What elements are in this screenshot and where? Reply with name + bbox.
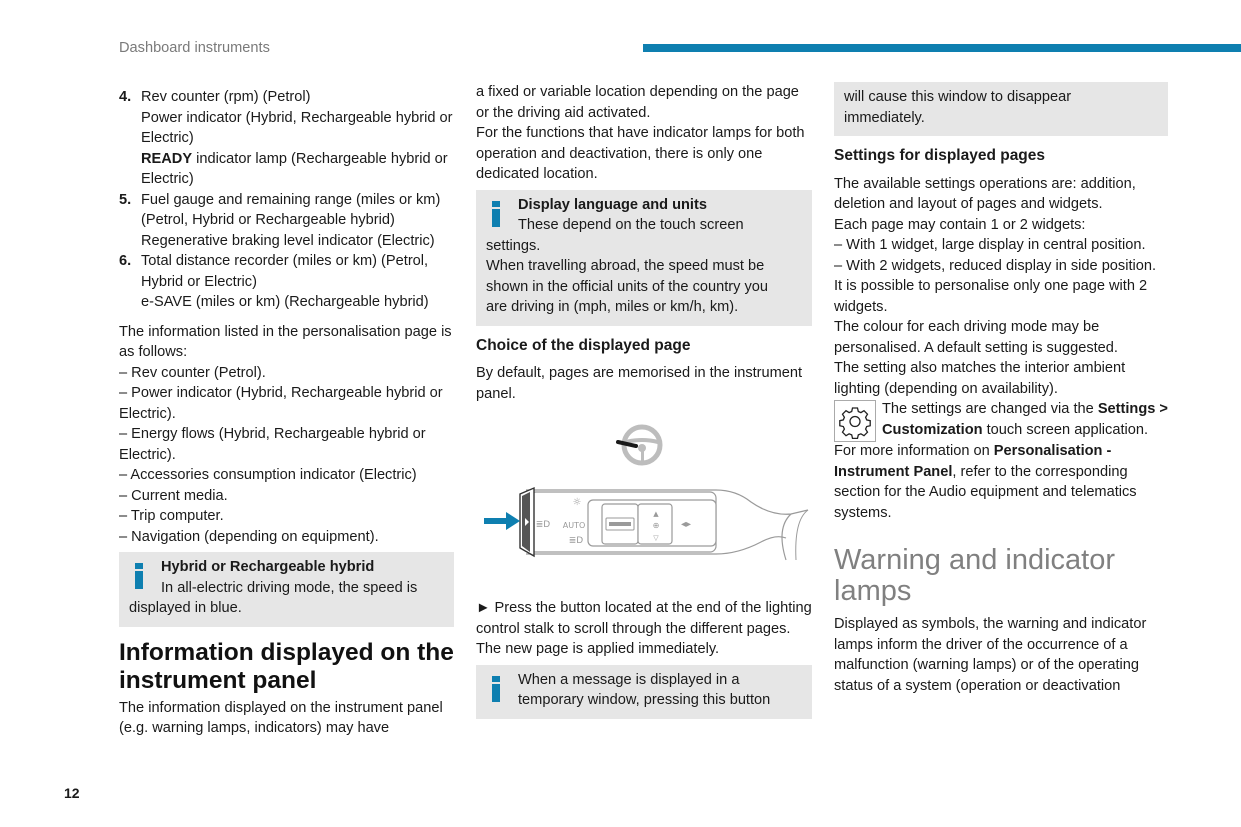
info-icon	[489, 676, 503, 702]
ready-label: READY	[141, 150, 193, 167]
list-number: 6.	[119, 253, 132, 269]
body-text: It is possible to personalise only one page with 2 widgets.	[834, 278, 1148, 315]
svg-text:▲: ▲	[653, 510, 659, 518]
dash-item: – Current media.	[119, 487, 228, 504]
info-box-message	[476, 665, 812, 719]
stalk-end-button	[520, 488, 534, 556]
svg-text:≣D: ≣D	[568, 536, 584, 546]
lighting-stalk-diagram	[476, 410, 812, 598]
text-part: The settings are changed via the	[882, 401, 1098, 417]
text-part: For more information on	[834, 443, 994, 459]
section-title: Dashboard instruments	[119, 40, 270, 56]
info-box-hybrid	[119, 552, 454, 627]
numbered-list	[119, 87, 454, 313]
list-item	[119, 190, 454, 252]
auto-label: AUTO	[562, 521, 586, 530]
info-box-text: These depend on the touch screen settings.	[486, 217, 744, 254]
list-line	[141, 149, 454, 190]
section-heading-warning-lamps: Warning and indicator lamps	[834, 544, 1116, 607]
dash-item: – Navigation (depending on equipment).	[119, 528, 379, 545]
body-text: For the functions that have indicator lamps for both operation and deactivation, there is only one dedicated location.	[476, 125, 805, 182]
stalk-illustration	[476, 410, 812, 598]
list-line: Power indicator (Hybrid, Rechargeable hybrid or Electric)	[141, 109, 453, 146]
body-text: The available settings operations are: addition, deletion and layout of pages and widgets.	[834, 175, 1136, 212]
info-box-title: Hybrid or Rechargeable hybrid	[161, 559, 375, 575]
body-text: Each page may contain 1 or 2 widgets:	[834, 216, 1086, 233]
list-item	[119, 251, 454, 313]
list-line: e-SAVE (miles or km) (Rechargeable hybrid)	[141, 294, 429, 310]
body-text: The setting also matches the interior ambient lighting (depending on availability).	[834, 360, 1126, 397]
list-line: Rev counter (rpm) (Petrol)	[141, 89, 311, 105]
dash-item: – With 1 widget, large display in central position.	[834, 237, 1146, 253]
info-box-text: will cause this window to disappear immediately.	[844, 89, 1072, 126]
body-text	[834, 399, 1168, 440]
list-line: Total distance recorder (miles or km) (Petrol, Hybrid or Electric)	[141, 253, 429, 290]
svg-text:☼: ☼	[572, 497, 582, 508]
list-line: Regenerative braking level indicator (Electric)	[141, 232, 435, 249]
body-text: a fixed or variable location depending on the page or the driving aid activated.	[476, 84, 799, 121]
dash-item: – Power indicator (Hybrid, Rechargeable hybrid or Electric).	[119, 385, 443, 422]
page-number: 12	[64, 785, 80, 801]
body-text: The new page is applied immediately.	[476, 641, 720, 657]
dash-item: – Rev counter (Petrol).	[119, 364, 266, 381]
svg-text:▽: ▽	[653, 534, 659, 542]
stalk-body	[526, 490, 808, 560]
arrow-right-icon	[484, 512, 520, 530]
info-box-language	[476, 190, 812, 326]
subsection-heading: Choice of the displayed page	[476, 336, 691, 354]
svg-text:◂▸: ◂▸	[680, 519, 692, 530]
personalisation-reference: Personalisation - Instrument Panel	[834, 443, 1112, 480]
body-text: The colour for each driving mode may be personalised. A default setting is suggested.	[834, 319, 1118, 356]
dash-item: – With 2 widgets, reduced display in side position.	[834, 257, 1157, 274]
column-1	[119, 82, 454, 739]
info-box-title: Display language and units	[518, 196, 707, 213]
info-box-text: In all-electric driving mode, the speed is displayed in blue.	[129, 579, 418, 616]
dash-item: – Trip computer.	[119, 508, 224, 524]
column-3	[834, 82, 1168, 696]
list-number: 4.	[119, 89, 132, 105]
list-number: 5.	[119, 191, 132, 208]
instruction-text: ► Press the button located at the end of the lighting control stalk to scroll through the different pages.	[476, 600, 812, 637]
info-icon	[132, 563, 146, 589]
subsection-heading: Settings for displayed pages	[834, 147, 1046, 164]
body-text: By default, pages are memorised in the instrument panel.	[476, 365, 803, 402]
settings-path: Settings > Customization	[882, 401, 1168, 438]
list-line-text: indicator lamp (Rechargeable hybrid or Electric)	[141, 150, 448, 187]
column-2	[476, 82, 812, 719]
gear-icon	[834, 400, 876, 442]
info-box-message-continued	[834, 82, 1168, 136]
info-box-text: When travelling abroad, the speed must be shown in the official units of the country you are driving in (mph, miles or km/h, km).	[486, 258, 769, 315]
dash-item: – Energy flows (Hybrid, Rechargeable hybrid or Electric).	[119, 426, 426, 463]
text-part: touch screen application.	[982, 421, 1149, 438]
list-item	[119, 87, 454, 190]
steering-wheel-icon	[618, 427, 660, 463]
info-box-text: When a message is displayed in a temporary window, pressing this button	[518, 671, 771, 708]
dash-item: – Accessories consumption indicator (Electric)	[119, 467, 417, 483]
personalisation-intro: The information listed in the personalisation page is as follows:	[119, 323, 452, 360]
body-text: The information displayed on the instrument panel (e.g. warning lamps, indicators) may have	[119, 699, 443, 736]
info-icon	[489, 201, 503, 227]
section-heading: Information displayed on the instrument panel	[119, 638, 454, 694]
text-part: , refer to the corresponding section for the Audio equipment and telematics systems.	[834, 463, 1137, 521]
svg-text:≣D: ≣D	[535, 520, 551, 530]
header-accent-bar	[643, 44, 1241, 52]
settings-paragraph	[834, 399, 1168, 440]
svg-text:⊕: ⊕	[652, 521, 660, 530]
list-line: Fuel gauge and remaining range (miles or km) (Petrol, Hybrid or Rechargeable hybrid)	[141, 191, 441, 228]
body-text	[834, 441, 1168, 523]
body-text: Displayed as symbols, the warning and indicator lamps inform the driver of the occurrence of a malfunction (warning lamps) or of the operating status of a system (operation or deactivation	[834, 616, 1147, 694]
